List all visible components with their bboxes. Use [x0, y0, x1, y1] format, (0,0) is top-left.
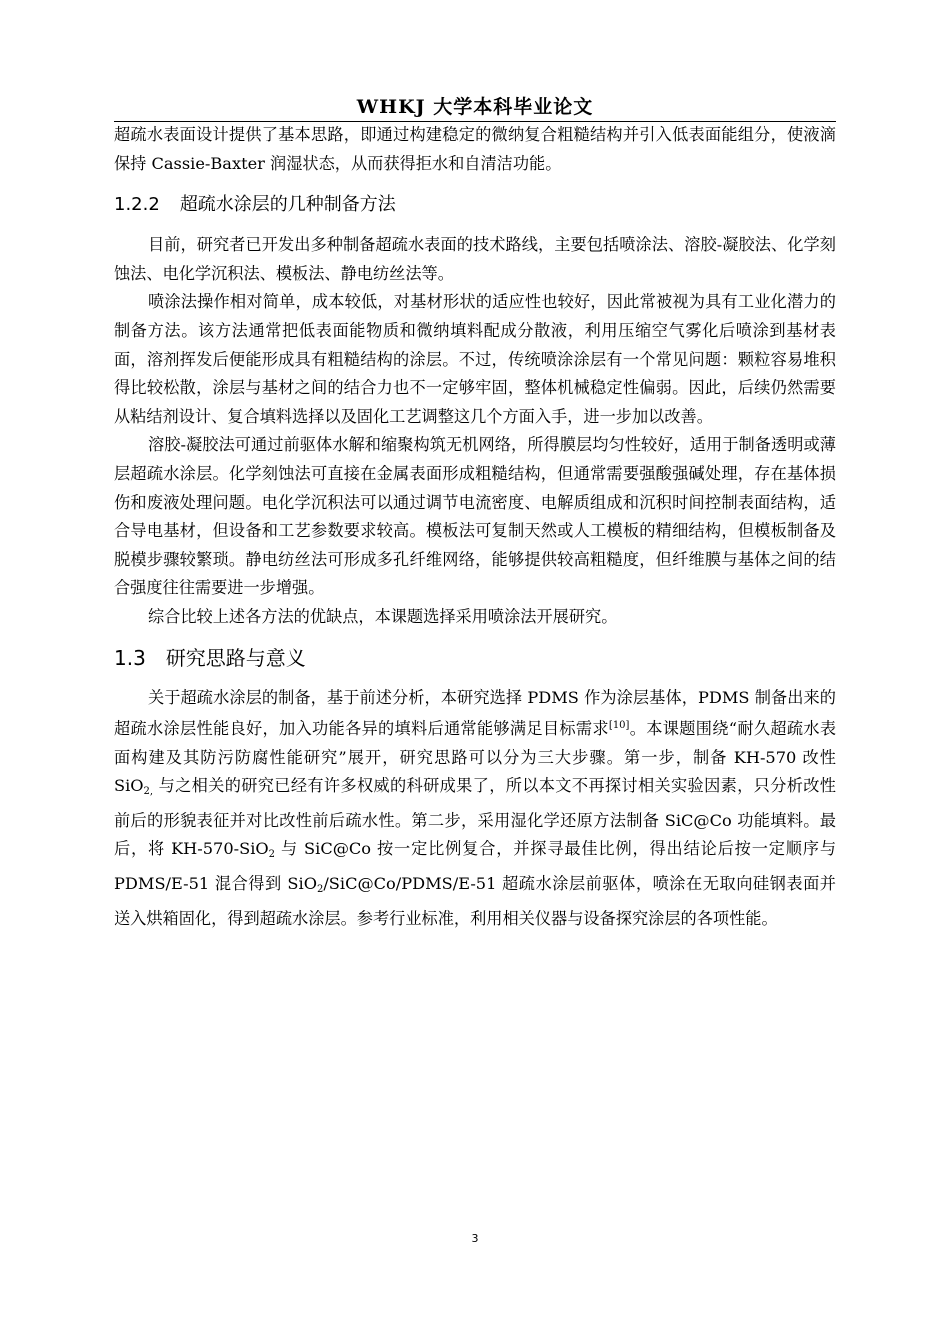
section-heading-1-3 — [114, 641, 836, 675]
section-heading-1-2-2 — [114, 188, 836, 222]
paragraph: 喷涂法操作相对简单，成本较低，对基材形状的适应性也较好，因此常被视为具有工业化潜力的制备方法。该方法通常把低表面能物质和微纳填料配成分散液，利用压缩空气雾化后喷涂到基材表面，溶剂挥发后便能形成具有粗糙结构的涂层。不过，传统喷涂涂层有一个常见问题：颗粒容易堆积得比较松散，涂层与基材之间的结合力也不一定够牢固，整体机械稳定性偏弱。因此，后续仍然需要从粘结剂设计、复合填料选择以及固化工艺调整这几个方面入手，进一步加以改善。 — [114, 292, 836, 426]
section-title: 研究思路与意义 — [165, 645, 306, 670]
page-header — [114, 95, 836, 122]
text-run: 与 SiC@Co 按一定比例复合，并探寻最佳比例，得出结论后按一定顺序与 PDMS/E-51 混合得到 SiO — [114, 839, 837, 894]
text-run: 关于超疏水涂层的制备，基于前述分析，本研究选择 PDMS 作为涂层基体，PDMS 制备出来的超疏水涂层性能良好，加入功能各异的填料后通常能够满足目标需求 — [114, 687, 836, 739]
header-title: WHKJ 大学本科毕业论文 — [356, 96, 594, 118]
subscript: 2, — [143, 786, 154, 798]
paragraph: 综合比较上述各方法的优缺点，本课题选择采用喷涂法开展研究。 — [148, 606, 618, 626]
paragraph-continued: 超疏水表面设计提供了基本思路，即通过构建稳定的微纳复合粗糙结构并引入低表面能组分，使液滴保持 Cassie-Baxter 润湿状态，从而获得拒水和自清洁功能。 — [114, 125, 836, 173]
section-title: 超疏水涂层的几种制备方法 — [179, 194, 396, 216]
document-body — [114, 121, 836, 933]
subscript: 2 — [316, 884, 324, 896]
section-number: 1.2.2 — [114, 194, 160, 216]
citation-ref: [10] — [608, 720, 630, 732]
text-run: 与之相关的研究已经有许多权威的科研成果了，所以本文不再探讨相关实验因素，只分析改性前后的形貌表征并对比改性前后疏水性。第二步，采用湿化学还原方法制备 SiC@Co 功能填料。最后，将 KH-570-SiO — [114, 776, 836, 859]
text-run: /SiC@Co/PDMS/E-51 超疏水涂层前驱体，喷涂在无取向硅钢表面并送入烘箱固化，得到超疏水涂层。参考行业标准，利用相关仪器与设备探究涂层的各项性能。 — [114, 874, 836, 928]
text-run: 。本课题围绕“耐久超疏水表面构建及其防污防腐性能研究”展开，研究思路可以分为三大步骤。第一步，制备 KH-570 改性 SiO — [114, 719, 837, 796]
page-number: 3 — [471, 1232, 479, 1245]
subscript: 2 — [268, 849, 276, 861]
paragraph: 溶胶-凝胶法可通过前驱体水解和缩聚构筑无机网络，所得膜层均匀性较好，适用于制备透明或薄层超疏水涂层。化学刻蚀法可直接在金属表面形成粗糙结构，但通常需要强酸强碱处理，存在基体损伤和废液处理问题。电化学沉积法可以通过调节电流密度、电解质组成和沉积时间控制表面结构，适合导电基材，但设备和工艺参数要求较高。模板法可复制天然或人工模板的精细结构，但模板制备及脱模步骤较繁琐。静电纺丝法可形成多孔纤维网络，能够提供较高粗糙度，但纤维膜与基体之间的结合强度往往需要进一步增强。 — [114, 435, 836, 598]
section-number: 1.3 — [114, 645, 146, 670]
paragraph — [114, 684, 836, 934]
paragraph: 目前，研究者已开发出多种制备超疏水表面的技术路线，主要包括喷涂法、溶胶-凝胶法、化学刻蚀法、电化学沉积法、模板法、静电纺丝法等。 — [114, 235, 836, 283]
